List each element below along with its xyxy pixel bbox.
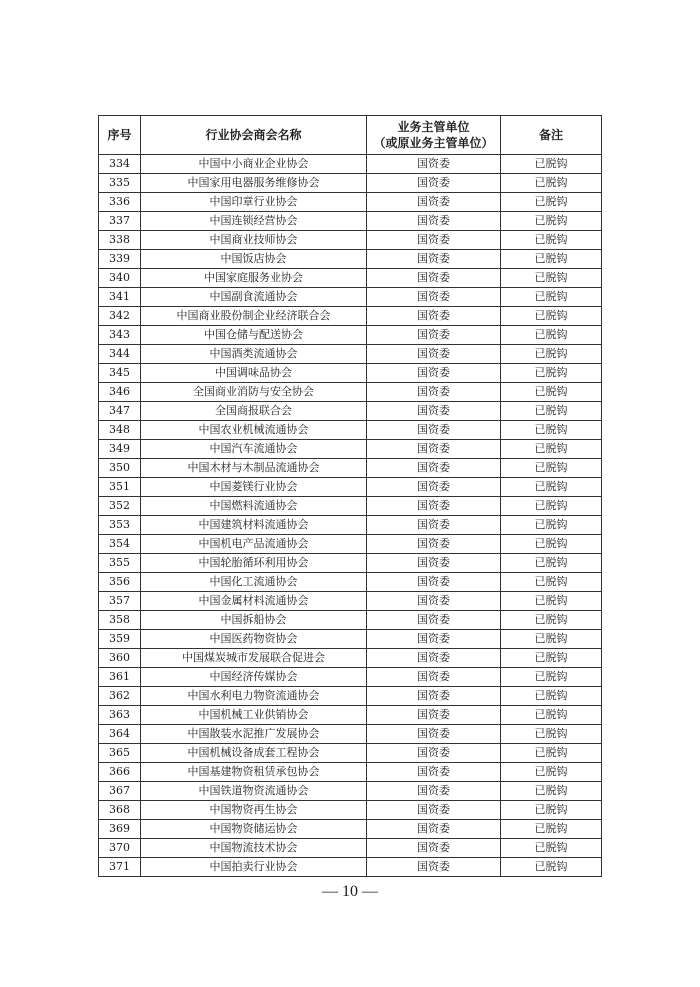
- cell-supervising-unit: 国资委: [367, 364, 501, 383]
- cell-serial-no: 346: [99, 383, 141, 402]
- cell-association-name: 中国商业技师协会: [141, 231, 367, 250]
- cell-supervising-unit: 国资委: [367, 459, 501, 478]
- cell-association-name: 中国煤炭城市发展联合促进会: [141, 649, 367, 668]
- cell-association-name: 中国拆船协会: [141, 611, 367, 630]
- cell-remark: 已脱钩: [501, 554, 602, 573]
- cell-remark: 已脱钩: [501, 820, 602, 839]
- cell-association-name: 中国物资再生协会: [141, 801, 367, 820]
- cell-serial-no: 338: [99, 231, 141, 250]
- cell-supervising-unit: 国资委: [367, 573, 501, 592]
- header-supervising-unit: [367, 116, 501, 155]
- table-row: [99, 516, 602, 535]
- cell-remark: 已脱钩: [501, 744, 602, 763]
- table-row: [99, 364, 602, 383]
- table-row: [99, 326, 602, 345]
- cell-supervising-unit: 国资委: [367, 345, 501, 364]
- cell-remark: 已脱钩: [501, 611, 602, 630]
- table-row: [99, 858, 602, 877]
- cell-association-name: 中国商业股份制企业经济联合会: [141, 307, 367, 326]
- table-row: [99, 611, 602, 630]
- table-row: [99, 478, 602, 497]
- cell-supervising-unit: 国资委: [367, 288, 501, 307]
- header-supervising-unit-line1: 业务主管单位: [397, 120, 470, 134]
- cell-association-name: 中国金属材料流通协会: [141, 592, 367, 611]
- cell-serial-no: 359: [99, 630, 141, 649]
- cell-supervising-unit: 国资委: [367, 820, 501, 839]
- cell-serial-no: 355: [99, 554, 141, 573]
- cell-supervising-unit: 国资委: [367, 269, 501, 288]
- cell-association-name: 中国经济传媒协会: [141, 668, 367, 687]
- cell-serial-no: 335: [99, 174, 141, 193]
- cell-supervising-unit: 国资委: [367, 535, 501, 554]
- cell-supervising-unit: 国资委: [367, 611, 501, 630]
- table-row: [99, 630, 602, 649]
- cell-supervising-unit: 国资委: [367, 725, 501, 744]
- cell-supervising-unit: 国资委: [367, 649, 501, 668]
- page-number: — 10 —: [322, 883, 378, 900]
- cell-supervising-unit: 国资委: [367, 801, 501, 820]
- cell-remark: 已脱钩: [501, 364, 602, 383]
- cell-serial-no: 350: [99, 459, 141, 478]
- cell-remark: 已脱钩: [501, 706, 602, 725]
- cell-supervising-unit: 国资委: [367, 706, 501, 725]
- cell-serial-no: 341: [99, 288, 141, 307]
- cell-association-name: 中国医药物资协会: [141, 630, 367, 649]
- cell-remark: 已脱钩: [501, 440, 602, 459]
- association-table: [98, 115, 602, 877]
- cell-association-name: 中国副食流通协会: [141, 288, 367, 307]
- cell-supervising-unit: 国资委: [367, 383, 501, 402]
- cell-supervising-unit: 国资委: [367, 402, 501, 421]
- table-row: [99, 839, 602, 858]
- cell-remark: 已脱钩: [501, 478, 602, 497]
- cell-remark: 已脱钩: [501, 782, 602, 801]
- cell-serial-no: 364: [99, 725, 141, 744]
- cell-remark: 已脱钩: [501, 801, 602, 820]
- cell-serial-no: 369: [99, 820, 141, 839]
- cell-remark: 已脱钩: [501, 763, 602, 782]
- cell-supervising-unit: 国资委: [367, 231, 501, 250]
- cell-remark: 已脱钩: [501, 839, 602, 858]
- cell-supervising-unit: 国资委: [367, 858, 501, 877]
- cell-serial-no: 339: [99, 250, 141, 269]
- table-row: [99, 421, 602, 440]
- cell-serial-no: 349: [99, 440, 141, 459]
- cell-serial-no: 360: [99, 649, 141, 668]
- cell-serial-no: 345: [99, 364, 141, 383]
- cell-association-name: 中国散装水泥推广发展协会: [141, 725, 367, 744]
- table-header-row: [99, 116, 602, 155]
- cell-serial-no: 361: [99, 668, 141, 687]
- cell-supervising-unit: 国资委: [367, 687, 501, 706]
- cell-supervising-unit: 国资委: [367, 307, 501, 326]
- cell-serial-no: 334: [99, 155, 141, 174]
- cell-supervising-unit: 国资委: [367, 782, 501, 801]
- table-row: [99, 649, 602, 668]
- cell-remark: 已脱钩: [501, 269, 602, 288]
- cell-supervising-unit: 国资委: [367, 592, 501, 611]
- cell-association-name: 中国印章行业协会: [141, 193, 367, 212]
- cell-association-name: 中国化工流通协会: [141, 573, 367, 592]
- cell-remark: 已脱钩: [501, 535, 602, 554]
- cell-association-name: 中国水利电力物资流通协会: [141, 687, 367, 706]
- cell-serial-no: 354: [99, 535, 141, 554]
- cell-serial-no: 362: [99, 687, 141, 706]
- cell-association-name: 中国机电产品流通协会: [141, 535, 367, 554]
- cell-remark: 已脱钩: [501, 402, 602, 421]
- table-row: [99, 744, 602, 763]
- cell-association-name: 中国连锁经营协会: [141, 212, 367, 231]
- cell-serial-no: 371: [99, 858, 141, 877]
- cell-association-name: 中国机械设备成套工程协会: [141, 744, 367, 763]
- cell-supervising-unit: 国资委: [367, 478, 501, 497]
- cell-remark: 已脱钩: [501, 649, 602, 668]
- cell-association-name: 中国饭店协会: [141, 250, 367, 269]
- cell-remark: 已脱钩: [501, 630, 602, 649]
- cell-remark: 已脱钩: [501, 212, 602, 231]
- table-row: [99, 687, 602, 706]
- cell-serial-no: 365: [99, 744, 141, 763]
- header-remark: 备注: [501, 116, 602, 155]
- cell-serial-no: 356: [99, 573, 141, 592]
- cell-remark: 已脱钩: [501, 231, 602, 250]
- cell-association-name: 中国调味品协会: [141, 364, 367, 383]
- cell-remark: 已脱钩: [501, 326, 602, 345]
- table-row: [99, 554, 602, 573]
- cell-serial-no: 342: [99, 307, 141, 326]
- cell-association-name: 全国商业消防与安全协会: [141, 383, 367, 402]
- cell-remark: 已脱钩: [501, 497, 602, 516]
- cell-supervising-unit: 国资委: [367, 554, 501, 573]
- cell-association-name: 中国汽车流通协会: [141, 440, 367, 459]
- table-row: [99, 763, 602, 782]
- cell-remark: 已脱钩: [501, 193, 602, 212]
- cell-association-name: 中国木材与木制品流通协会: [141, 459, 367, 478]
- table-row: [99, 706, 602, 725]
- cell-association-name: 中国基建物资租赁承包协会: [141, 763, 367, 782]
- cell-association-name: 中国物资储运协会: [141, 820, 367, 839]
- cell-serial-no: 357: [99, 592, 141, 611]
- table-row: [99, 782, 602, 801]
- table-row: [99, 497, 602, 516]
- cell-serial-no: 343: [99, 326, 141, 345]
- cell-serial-no: 366: [99, 763, 141, 782]
- cell-association-name: 中国轮胎循环利用协会: [141, 554, 367, 573]
- cell-serial-no: 370: [99, 839, 141, 858]
- cell-remark: 已脱钩: [501, 459, 602, 478]
- cell-serial-no: 351: [99, 478, 141, 497]
- table-row: [99, 212, 602, 231]
- table-row: [99, 193, 602, 212]
- table-row: [99, 725, 602, 744]
- cell-association-name: 中国机械工业供销协会: [141, 706, 367, 725]
- cell-supervising-unit: 国资委: [367, 174, 501, 193]
- cell-supervising-unit: 国资委: [367, 516, 501, 535]
- cell-remark: 已脱钩: [501, 288, 602, 307]
- header-association-name: 行业协会商会名称: [141, 116, 367, 155]
- cell-remark: 已脱钩: [501, 725, 602, 744]
- cell-association-name: 中国铁道物资流通协会: [141, 782, 367, 801]
- cell-supervising-unit: 国资委: [367, 421, 501, 440]
- table-row: [99, 250, 602, 269]
- cell-serial-no: 336: [99, 193, 141, 212]
- cell-remark: 已脱钩: [501, 155, 602, 174]
- cell-supervising-unit: 国资委: [367, 250, 501, 269]
- cell-supervising-unit: 国资委: [367, 839, 501, 858]
- table-row: [99, 231, 602, 250]
- cell-supervising-unit: 国资委: [367, 440, 501, 459]
- table-row: [99, 573, 602, 592]
- cell-serial-no: 368: [99, 801, 141, 820]
- cell-serial-no: 363: [99, 706, 141, 725]
- cell-serial-no: 340: [99, 269, 141, 288]
- cell-supervising-unit: 国资委: [367, 497, 501, 516]
- cell-serial-no: 358: [99, 611, 141, 630]
- cell-remark: 已脱钩: [501, 383, 602, 402]
- table-row: [99, 307, 602, 326]
- cell-serial-no: 367: [99, 782, 141, 801]
- cell-association-name: 中国仓储与配送协会: [141, 326, 367, 345]
- table-row: [99, 440, 602, 459]
- cell-serial-no: 347: [99, 402, 141, 421]
- table-row: [99, 402, 602, 421]
- cell-serial-no: 352: [99, 497, 141, 516]
- cell-remark: 已脱钩: [501, 668, 602, 687]
- table-row: [99, 668, 602, 687]
- table-body: [99, 155, 602, 877]
- cell-remark: 已脱钩: [501, 250, 602, 269]
- cell-supervising-unit: 国资委: [367, 763, 501, 782]
- cell-supervising-unit: 国资委: [367, 326, 501, 345]
- cell-association-name: 中国家庭服务业协会: [141, 269, 367, 288]
- cell-supervising-unit: 国资委: [367, 212, 501, 231]
- cell-remark: 已脱钩: [501, 516, 602, 535]
- cell-serial-no: 344: [99, 345, 141, 364]
- cell-association-name: 中国菱镁行业协会: [141, 478, 367, 497]
- table-row: [99, 288, 602, 307]
- cell-association-name: 中国农业机械流通协会: [141, 421, 367, 440]
- table-row: [99, 535, 602, 554]
- cell-supervising-unit: 国资委: [367, 668, 501, 687]
- table-row: [99, 174, 602, 193]
- table-row: [99, 345, 602, 364]
- cell-remark: 已脱钩: [501, 592, 602, 611]
- cell-remark: 已脱钩: [501, 573, 602, 592]
- table-row: [99, 592, 602, 611]
- cell-supervising-unit: 国资委: [367, 155, 501, 174]
- cell-association-name: 中国物流技术协会: [141, 839, 367, 858]
- cell-supervising-unit: 国资委: [367, 630, 501, 649]
- cell-association-name: 中国家用电器服务维修协会: [141, 174, 367, 193]
- cell-serial-no: 337: [99, 212, 141, 231]
- table-row: [99, 820, 602, 839]
- header-serial-no: 序号: [99, 116, 141, 155]
- cell-association-name: 中国燃料流通协会: [141, 497, 367, 516]
- cell-association-name: 中国拍卖行业协会: [141, 858, 367, 877]
- header-supervising-unit-line2: （或原业务主管单位）: [373, 136, 494, 150]
- cell-association-name: 中国建筑材料流通协会: [141, 516, 367, 535]
- table-row: [99, 269, 602, 288]
- table-row: [99, 459, 602, 478]
- cell-remark: 已脱钩: [501, 174, 602, 193]
- cell-remark: 已脱钩: [501, 687, 602, 706]
- cell-serial-no: 348: [99, 421, 141, 440]
- cell-remark: 已脱钩: [501, 858, 602, 877]
- cell-association-name: 中国中小商业企业协会: [141, 155, 367, 174]
- table-row: [99, 801, 602, 820]
- cell-remark: 已脱钩: [501, 345, 602, 364]
- cell-association-name: 中国酒类流通协会: [141, 345, 367, 364]
- cell-serial-no: 353: [99, 516, 141, 535]
- cell-association-name: 全国商报联合会: [141, 402, 367, 421]
- table-row: [99, 383, 602, 402]
- cell-supervising-unit: 国资委: [367, 193, 501, 212]
- cell-remark: 已脱钩: [501, 307, 602, 326]
- cell-remark: 已脱钩: [501, 421, 602, 440]
- table-row: [99, 155, 602, 174]
- cell-supervising-unit: 国资委: [367, 744, 501, 763]
